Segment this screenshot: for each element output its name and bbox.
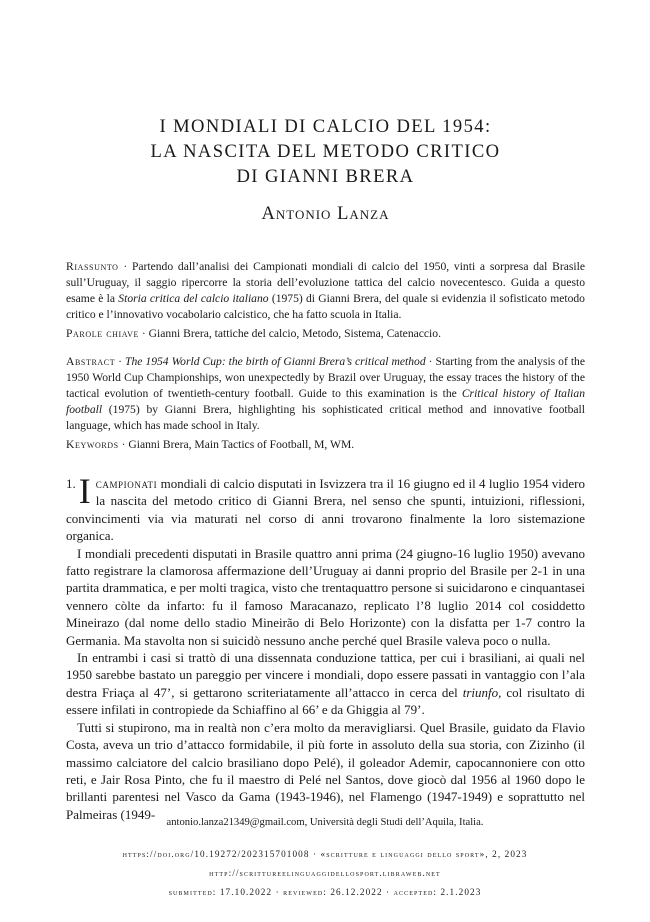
lead-in-words: campionati	[95, 476, 158, 491]
abstract-block	[66, 259, 585, 453]
abstract-text: · Starting from the analysis of the 1950 World Cup Championships, won unexpectedly by Brazil over Uruguay, the essay traces the history of the tactical evolution of twentieth-century football. Guide to this examination is the	[66, 355, 585, 400]
abstract-paragraph	[66, 354, 585, 434]
doi-line[interactable]: https://doi.org/10.19272/202315701008 · «scritture e linguaggi dello sport», 2, 2023	[122, 849, 528, 859]
riassunto-text: · Partendo dall’analisi dei Campionati mondiali di calcio del 1950, vinti a sorpresa dal Brasile sull’Uruguay, il saggio ripercorre la storia dell’evoluzione tattica del calcio novecentesco. Guida a questo esame è la	[66, 260, 585, 305]
author-footnote: antonio.lanza21349@gmail.com, Università degli Studi dell’Aquila, Italia.	[166, 817, 484, 828]
abstract-separator: ·	[115, 355, 126, 368]
body-paragraph-1	[66, 471, 585, 545]
paragraph-text: mondiali di calcio disputati in Isvizzera tra il 16 giugno ed il 4 luglio 1954 videro la nascita del metodo critico di Gianni Brera, nel senso che spunti, intuizioni, riflessioni, convincimenti via via maturati nel corso di anni trovarono finalmente la loro sistemazione organica.	[66, 476, 585, 544]
emphasis-word: triunfo	[462, 684, 499, 700]
title-line: DI GIANNI BRERA	[236, 166, 415, 187]
title-line: LA NASCITA DEL METODO CRITICO	[150, 141, 501, 162]
keywords-text: · Gianni Brera, Main Tactics of Football, M, WM.	[118, 438, 355, 451]
paragraph-text: , col risultato di essere infilati in contropiede da Schiaffino al 66’ e da Ghiggia al 79’.	[66, 684, 585, 718]
riassunto-paragraph	[66, 259, 585, 323]
body-paragraph-4: Tutti si stupirono, ma in realtà non c’era molto da meravigliarsi. Quel Brasile, guidato da Flavio Costa, aveva un trio d’attacco formidabile, il più forte in assoluto della sua storia, con Zizinho (il massimo calciatore del calcio brasiliano dopo Pelé), il goleador Ademir, capocannoniere con otto reti, e Jair Rosa Pinto, che fu il maestro di Pelé nel Santos, dove giocò dal 1956 al 1960 dopo le brillanti parentesi nel Vasco da Gama (1943-1946), nel Flamengo (1947-1949) e soprattutto nel Palmeiras (1949-	[66, 719, 585, 822]
article-page	[66, 0, 585, 823]
submission-dates-line: submitted: 17.10.2022 · reviewed: 26.12.2022 · accepted: 2.1.2023	[168, 887, 482, 897]
journal-url-line[interactable]: http://scrittureelinguaggidellosport.libraweb.net	[209, 868, 441, 878]
abstract-label: Abstract	[66, 355, 116, 368]
abstract-title: The 1954 World Cup: the birth of Gianni Brera’s critical method	[125, 355, 426, 368]
parole-chiave-paragraph	[66, 326, 585, 342]
keywords-label: Keywords	[66, 438, 119, 451]
keywords-paragraph	[66, 437, 585, 453]
title-line: I MONDIALI DI CALCIO DEL 1954:	[159, 116, 492, 137]
riassunto-label: Riassunto	[66, 260, 119, 273]
body-paragraph-2: I mondiali precedenti disputati in Brasile quattro anni prima (24 giugno-16 luglio 1950) avevano fatto registrare la clamorosa affermazione dell’Uruguay ai danni proprio del Brasile per 2-1 in una partita drammatica, e per molti tragica, visto che trentaquattro persone si suicidarono e cinquantasei vennero còlte da infarto: fu il famoso Maracanazo, replicato l’8 luglio 2014 col cosiddetto Mineirazo (dal nome dello stadio Mineirão di Belo Horizonte) con la disfatta per 1-7 contro la Germania. Ma stavolta non si suicidò nessuno anche perché quel Brasile valeva poco o nulla.	[66, 545, 585, 648]
article-body	[66, 471, 585, 823]
drop-cap: I	[78, 471, 91, 511]
section-number: 1.	[66, 476, 76, 491]
author-name: Antonio Lanza	[261, 204, 390, 224]
article-title	[66, 114, 585, 189]
parole-chiave-label: Parole chiave	[66, 327, 139, 340]
riassunto-book-title: Storia critica del calcio italiano	[118, 292, 269, 305]
riassunto-text-end: (1975) di Gianni Brera, del quale si evidenzia il sofisticato metodo critico e l’innovativo vocabolario calcistico, che ha fatto scuola in Italia.	[66, 292, 585, 321]
abstract-book-title: Critical history of Italian football	[66, 387, 586, 416]
abstract-text-end: (1975) by Gianni Brera, highlighting his sophisticated critical method and innovative football language, which has made school in Italy.	[66, 403, 585, 432]
body-paragraph-3	[66, 649, 585, 719]
paragraph-text: In entrambi i casi si trattò di una dissennata conduzione tattica, per cui i brasiliani, ai quali nel 1950 sarebbe bastato un pareggio per vincere i mondiali, dopo essere passati in vantaggio con l’ala destra Friaça al 47’, si gettarono scriteriatamente all’attacco in cerca del	[66, 650, 585, 700]
parole-chiave-text: · Gianni Brera, tattiche del calcio, Metodo, Sistema, Catenaccio.	[139, 327, 441, 340]
